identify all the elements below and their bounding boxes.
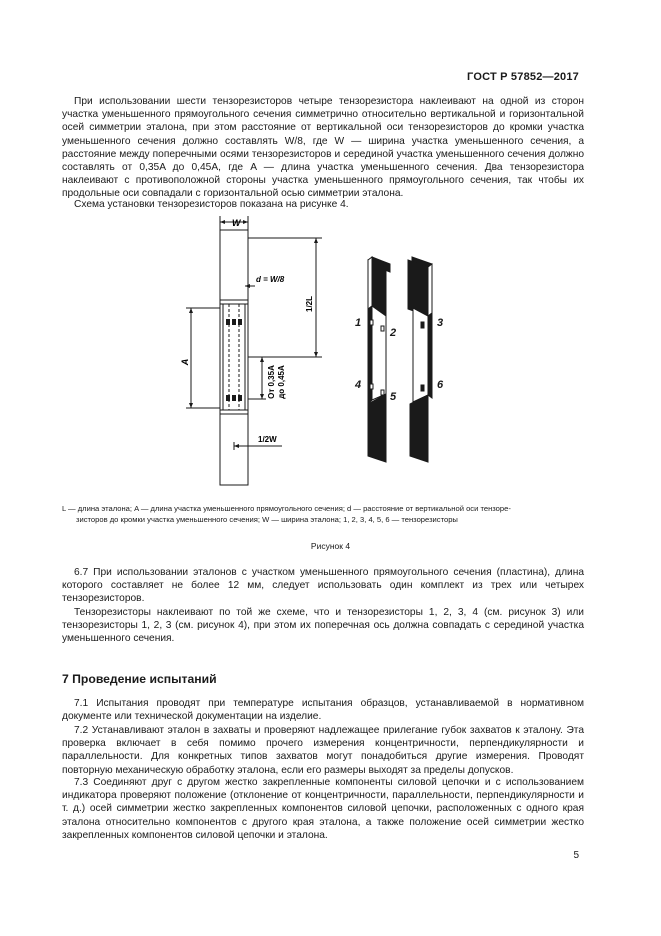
figure-legend [62,503,582,525]
paragraph-gauges-scheme: Тензорезисторы наклеивают по той же схеме, что и тензорезисторы 1, 2, 3, 4 (см. рисунок 3) или тензорезисторы 1, 2, 3 (см. рисунок 4), при этом их поперечная ось должна совпадать с серединой участка уменьшенного сечения. [62,607,584,645]
label-half-w: 1/2W [258,435,277,444]
legend-line-1: L — длина эталона; A — длина участка уменьшенного прямоугольного сечения; d — расстояние от вертикальной оси тензоре- [62,504,511,513]
gauge-label-2: 2 [390,327,397,339]
label-range-to: до 0,45A [277,365,286,399]
gauge-label-1: 1 [355,317,362,329]
section-7-title: 7 Проведение испытаний [62,672,217,686]
specimen-3d-right [408,257,432,462]
label-range-from: От 0,35A [267,365,276,399]
gauge-label-3: 3 [437,317,444,329]
figure-caption: Рисунок 4 [310,541,351,551]
paragraph-7-1: 7.1 Испытания проводят при температуре испытания образцов, устанавливаемой в нормативном документе или технической документации на изделие. [62,698,584,723]
specimen-3d-left [368,257,390,462]
gauge-label-6: 6 [437,379,444,391]
page-number: 5 [573,850,579,861]
paragraph-gauges-six: При использовании шести тензорезисторов четыре тензорезистора наклеивают на одной из сторон участка уменьшенного прямоугольного сечения симметрично относительно вертикальной и горизонтальной осей симметрии эталона, при этом расстояние от вертикальной оси тензорезисторов до кромки участка уменьшенного сечения должно составлять W/8, где W — ширина участка уменьшенного сечения, а расстояние между поперечными осями тензорезисторов и серединой участка уменьшенного сечения должно составлять от 0,35A до 0,45A, где A — длина участка уменьшенного сечения. Два тензорезистора наклеивают с противоположной стороны участка уменьшенного прямоугольного сечения, так чтобы их продольные оси совпадали с горизонтальной осью симметрии эталона. [62,96,584,200]
standard-number: ГОСТ Р 57852—2017 [467,71,579,83]
label-d: d = W/8 [256,275,285,284]
label-a: A [180,358,190,366]
label-half-l: 1/2L [305,295,314,313]
paragraph-6-7: 6.7 При использовании эталонов с участком уменьшенного прямоугольного сечения (пластина), длина которого составляет не более 12 мм, следует использовать один комплект из трех или четырех тензорезисторов. [62,567,584,605]
paragraph-scheme-ref: Схема установки тензорезисторов показана на рисунке 4. [74,199,349,210]
gauge-label-4: 4 [355,379,362,391]
strain-gauges-front [226,319,242,401]
label-w: W [232,218,241,228]
gauge-label-5: 5 [390,391,397,403]
legend-line-2: зисторов до кромки участка уменьшенного сечения; W — ширина эталона; 1, 2, 3, 4, 5, 6 — тензорезисторы [76,515,458,524]
paragraph-7-3: 7.3 Соединяют друг с другом жестко закрепленные компоненты силовой цепочки и с использованием индикатора проверяют положение (отклонение от концентричности, параллельности, перпендикулярности и т. д.) осей симметрии жестко закрепленных компонентов силовой цепочки, расположенных с одного края эталона относительно компонентов с другого края эталона, а также положение осей симметрии жестко закрепленных компонентов силовой цепочки и эталона. [62,777,584,841]
figure-4-diagram [0,212,661,502]
specimen-front-view [186,216,322,485]
paragraph-7-2: 7.2 Устанавливают эталон в захваты и проверяют надлежащее прилегание губок захватов к эталону. Эта проверка включает в себя помимо прочего измерения концентричности, перпендикулярности и параллельности. Для конкретных типов захватов могут понадобиться другие измерения. Проводят повторную механическую обработку эталона, если его размеры выходят за пределы допусков. [62,725,584,776]
